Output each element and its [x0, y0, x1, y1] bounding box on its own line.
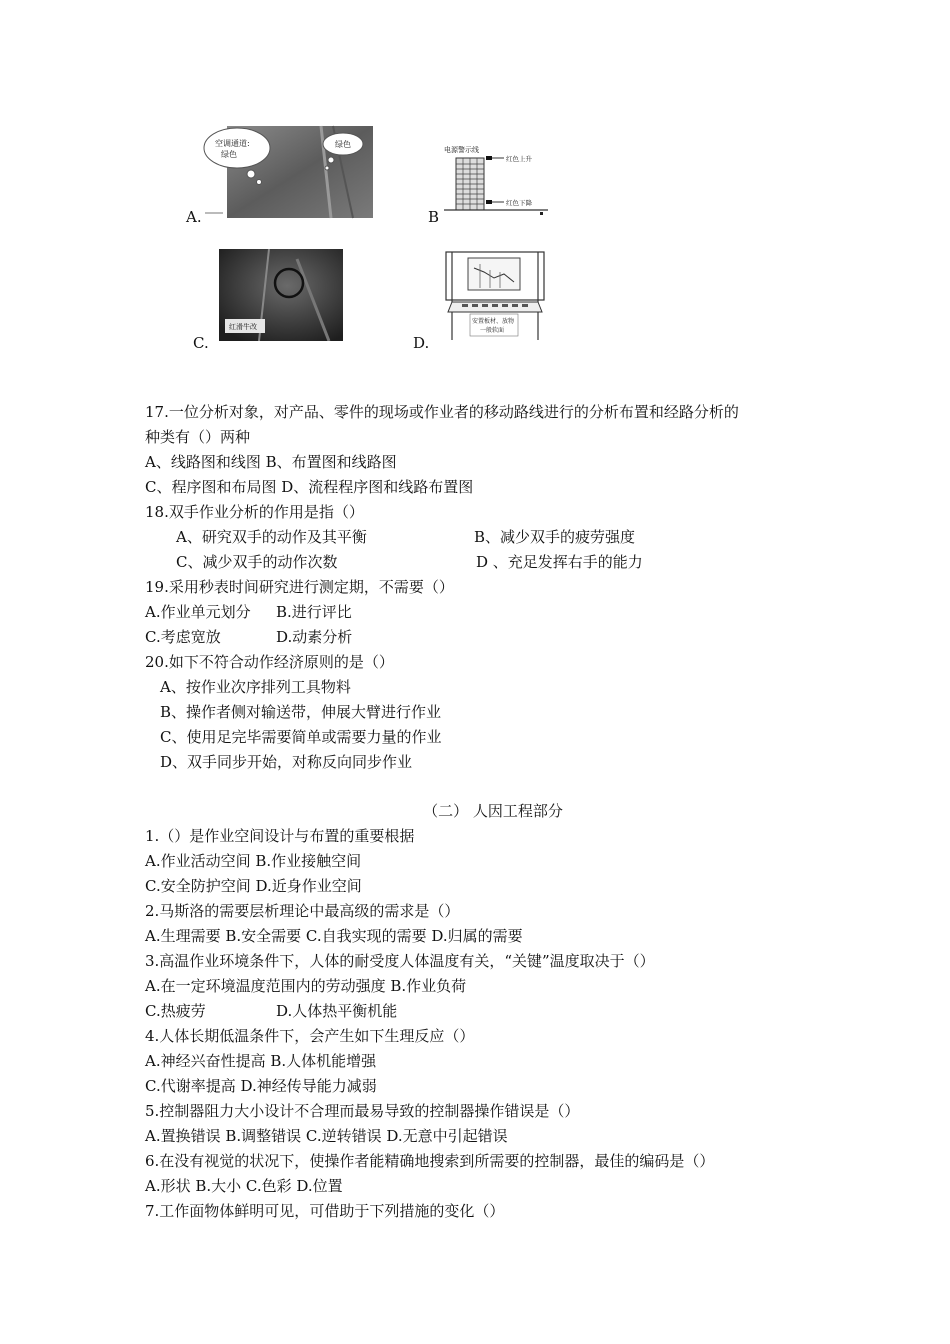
figure-a-tunnel-image	[203, 122, 375, 220]
question-20-option-b: B、操作者侧对输送带，伸展大臂进行作业	[160, 703, 442, 721]
question-18-option-a: A、研究双手的动作及其平衡	[176, 528, 367, 546]
question-19-option-a: A.作业单元划分	[145, 603, 251, 621]
svg-text:安置板材、放物: 安置板材、放物	[472, 318, 515, 325]
s2-question-3-option-d: D.人体热平衡机能	[276, 1002, 398, 1020]
s2-question-4-options-cd: C.代谢率提高 D.神经传导能力减弱	[145, 1077, 377, 1095]
question-17-line-1: 17.一位分析对象，对产品、零件的现场或作业者的移动路线进行的分析布置和经路分析的	[145, 403, 739, 421]
option-a-label: A.	[186, 208, 202, 226]
question-17-line-2: 种类有（）两种	[145, 428, 251, 446]
s2-question-4-stem: 4.人体长期低温条件下，会产生如下生理反应（）	[145, 1027, 475, 1045]
option-d-label: D.	[413, 334, 430, 352]
svg-text:一般软面: 一般软面	[480, 327, 505, 334]
question-19-option-c: C.考虑宽放	[145, 628, 221, 646]
s2-question-3-stem: 3.高温作业环境条件下，人体的耐受度人体温度有关，“关键”温度取决于（）	[145, 952, 655, 970]
svg-text:红色下降: 红色下降	[506, 199, 532, 207]
s2-question-2-stem: 2.马斯洛的需要层析理论中最高级的需求是（）	[145, 902, 460, 920]
option-b-label: B	[428, 208, 440, 226]
section-2-title: （二） 人因工程部分	[423, 802, 563, 820]
question-18-option-b: B、减少双手的疲劳强度	[474, 528, 636, 546]
svg-text:绿色: 绿色	[221, 150, 237, 159]
s2-question-4-options-ab: A.神经兴奋性提高 B.人体机能增强	[145, 1052, 377, 1070]
question-19-option-d: D.动素分析	[276, 628, 353, 646]
s2-question-5-options: A.置换错误 B.调整错误 C.逆转错误 D.无意中引起错误	[145, 1127, 508, 1145]
question-18-stem: 18.双手作业分析的作用是指（）	[145, 503, 364, 521]
question-19-option-b: B.进行评比	[276, 603, 352, 621]
question-18-option-c: C、减少双手的动作次数	[176, 553, 338, 571]
figure-d-workstation-image	[442, 250, 548, 344]
s2-question-2-options: A.生理需要 B.安全需要 C.自我实现的需要 D.归属的需要	[145, 927, 523, 945]
svg-text:空调通道:: 空调通道:	[215, 139, 250, 148]
s2-question-6-stem: 6.在没有视觉的状况下，使操作者能精确地搜索到所需要的控制器，最佳的编码是（）	[145, 1152, 715, 1170]
svg-text:红色上升: 红色上升	[506, 155, 532, 163]
s2-question-3-option-c: C.热疲劳	[145, 1002, 206, 1020]
svg-text:电源警示线: 电源警示线	[444, 146, 479, 154]
question-19-stem: 19.采用秒表时间研究进行测定期，不需要（）	[145, 578, 454, 596]
question-17-options-ab: A、线路图和线图 B、布置图和线路图	[145, 453, 397, 471]
figure-c-dark-scene-image	[219, 249, 343, 341]
svg-text:红滑牛改: 红滑牛改	[229, 323, 257, 331]
s2-question-6-options: A.形状 B.大小 C.色彩 D.位置	[145, 1177, 343, 1195]
question-20-stem: 20.如下不符合动作经济原则的是（）	[145, 653, 394, 671]
question-20-option-d: D、双手同步开始，对称反向同步作业	[160, 753, 413, 771]
question-17-options-cd: C、程序图和布局图 D、流程程序图和线路布置图	[145, 478, 474, 496]
figure-b-level-indicator-image	[442, 140, 550, 222]
question-18-option-d: D 、充足发挥右手的能力	[476, 553, 643, 571]
svg-text:绿色: 绿色	[335, 140, 351, 149]
s2-question-3-options-ab: A.在一定环境温度范围内的劳动强度 B.作业负荷	[145, 977, 467, 995]
question-20-option-c: C、使用足完毕需要简单或需要力量的作业	[160, 728, 442, 746]
option-c-label: C.	[193, 334, 209, 352]
s2-question-1-options-ab: A.作业活动空间 B.作业接触空间	[145, 852, 362, 870]
s2-question-7-stem: 7.工作面物体鲜明可见，可借助于下列措施的变化（）	[145, 1202, 505, 1220]
s2-question-5-stem: 5.控制器阻力大小设计不合理而最易导致的控制器操作错误是（）	[145, 1102, 580, 1120]
question-20-option-a: A、按作业次序排列工具物料	[160, 678, 351, 696]
s2-question-1-stem: 1.（）是作业空间设计与布置的重要根据	[145, 827, 415, 845]
s2-question-1-options-cd: C.安全防护空间 D.近身作业空间	[145, 877, 362, 895]
